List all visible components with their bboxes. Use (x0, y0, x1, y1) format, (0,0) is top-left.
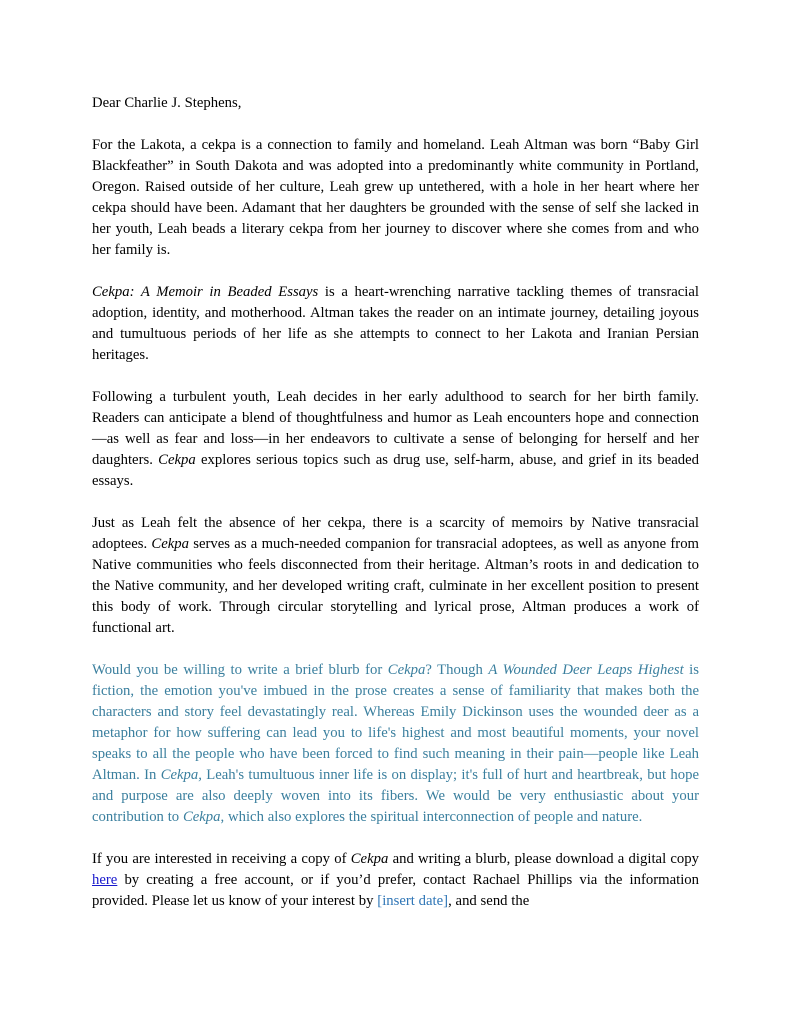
book-title-italic: Cekpa, (160, 767, 202, 783)
text-run: is a heart-wrenching narrative tackling themes of transracial adoption, identity, and motherhood. Altman takes the reader on an intimate journey, detailing joyous and tumultuous periods of her life as she attempts to connect to her Lakota and Iranian Persian heritages. (92, 284, 699, 363)
paragraph-blurb-request-personalized (92, 660, 699, 828)
paragraph-call-to-action (92, 849, 699, 912)
text-run: explores serious topics such as drug use, self-harm, abuse, and grief in its beaded essays. (92, 452, 699, 489)
paragraph-birth-family-search (92, 387, 699, 492)
paragraph-intro-lakota-cekpa (92, 135, 699, 261)
download-link[interactable]: here (92, 872, 118, 888)
text-run: , which also explores the spiritual interconnection of people and nature. (220, 809, 643, 825)
text-run: , and send the (448, 893, 530, 909)
text-run: Leah's tumultuous inner life is on display; it's full of hurt and heartbreak, but hope and purpose are also deeply woven into its fibers. We would be very enthusiastic about your contribution to (92, 767, 699, 825)
book-title-italic: Cekpa (182, 809, 221, 825)
insert-date-placeholder[interactable]: [insert date] (377, 893, 449, 909)
book-title-italic: Cekpa (350, 851, 389, 867)
text-run: If you are interested in receiving a copy of (92, 851, 351, 867)
text-run: For the Lakota, a cekpa is a connection to family and homeland. Leah Altman was born “Baby Girl Blackfeather” in South Dakota and was adopted into a predominantly white community in Portland, Oregon. Raised outside of her culture, Leah grew up untethered, with a hole in her heart where her cekpa should have been. Adamant that her daughters be grounded with the sense of self she lacked in her youth, Leah beads a literary cekpa from her journey to discover where she comes from and who her family is. (92, 137, 699, 258)
text-run: Following a turbulent youth, Leah decides in her early adulthood to search for her birth family. Readers can anticipate a blend of thoughtfulness and humor as Leah encounters hope and connection—as well as fear and loss—in her endeavors to cultivate a sense of belonging for herself and her daughters. (92, 389, 699, 468)
text-run: and writing a blurb, please download a digital copy (388, 851, 699, 867)
salutation-line: Dear Charlie J. Stephens, (92, 95, 242, 111)
text-run: by creating a free account, or if you’d prefer, contact Rachael Phillips via the information provided. Please let us know of your interest by (92, 872, 699, 909)
paragraph-container (92, 135, 699, 912)
text-run: Would you be willing to write a brief blurb for (92, 662, 388, 678)
book-title-italic: Cekpa (151, 536, 189, 552)
text-run: Just as Leah felt the absence of her cekpa, there is a scarcity of memoirs by Native transracial adoptees. (92, 515, 699, 552)
book-title-italic: Cekpa: A Memoir in Beaded Essays (92, 284, 319, 300)
book-title-italic: Cekpa (387, 662, 426, 678)
book-title-italic: Cekpa (158, 452, 196, 468)
paragraph-book-description (92, 282, 699, 366)
text-run: ? Though (425, 662, 489, 678)
document-body (92, 93, 699, 912)
book-title-italic: A Wounded Deer Leaps Highest (488, 662, 684, 678)
text-run: is fiction, the emotion you've imbued in the prose creates a sense of familiarity that makes both the characters and story feel devastatingly real. Whereas Emily Dickinson uses the wounded deer as a metaphor for how suffering can lead you to life's highest and most beautiful moments, your novel speaks to all the people who have been forced to find such meaning in their pain—people like Leah Altman. In (92, 662, 700, 783)
text-run: serves as a much-needed companion for transracial adoptees, as well as anyone from Native communities who feels disconnected from their heritage. Altman’s roots in and dedication to the Native community, and her developed writing craft, culminate in her excellent position to present this body of work. Through circular storytelling and lyrical prose, Altman produces a work of functional art. (92, 536, 699, 636)
paragraph-market-positioning (92, 513, 699, 639)
